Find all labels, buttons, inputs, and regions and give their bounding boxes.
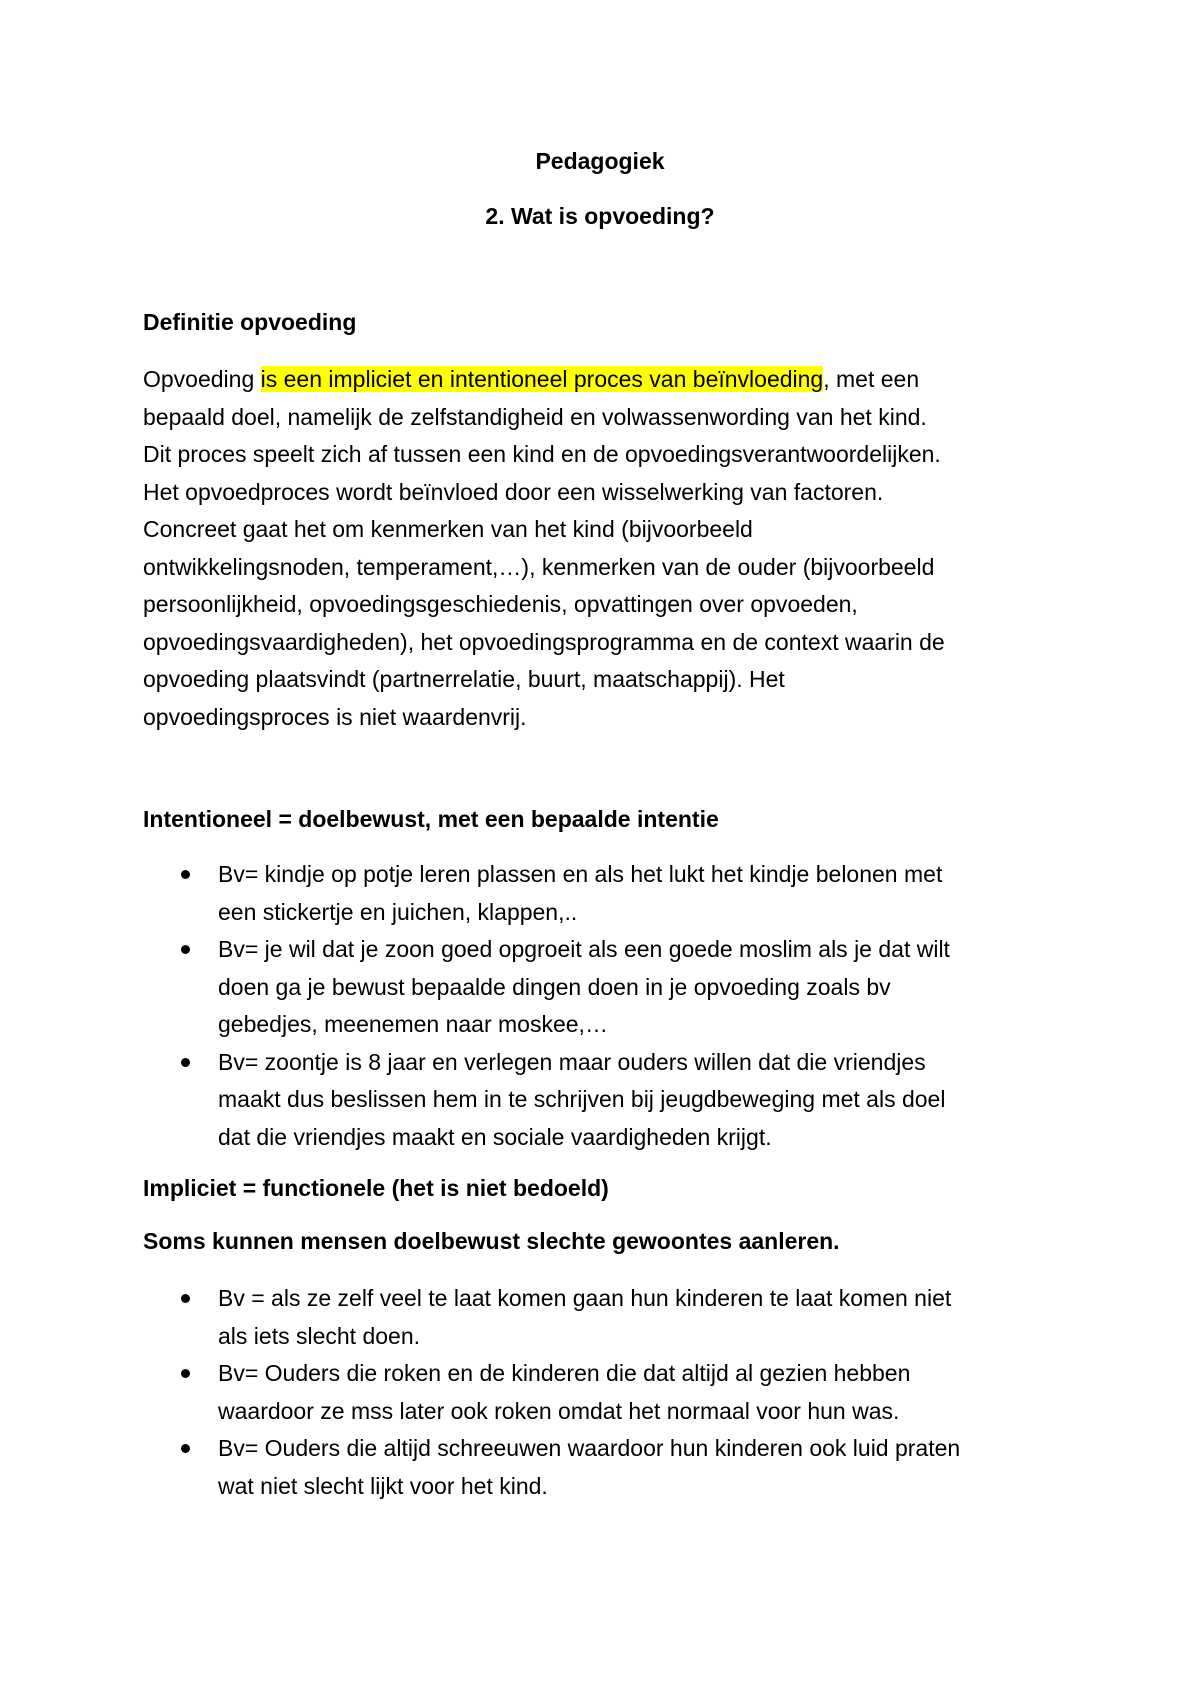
bullet-icon [181,1294,190,1303]
paragraph-line: persoonlijkheid, opvoedingsgeschiedenis, opvattingen over opvoeden, [143,591,858,617]
bullet-icon [181,1058,190,1067]
heading-definitie-opvoeding: Definitie opvoeding [143,309,357,335]
list-item-line: Bv = als ze zelf veel te laat komen gaan hun kinderen te laat komen niet [218,1285,952,1311]
highlighted-text: is een impliciet en intentioneel proces van beïnvloeding [260,366,824,392]
paragraph-line: Het opvoedproces wordt beïnvloed door een wisselwerking van factoren. [143,478,884,505]
list-item-line: dat die vriendjes maakt en sociale vaardigheden krijgt. [218,1123,772,1150]
heading-impliciet: Impliciet = functionele (het is niet bedoeld) [143,1175,609,1201]
paragraph-text: , met een [823,366,920,392]
list-item [143,856,1103,931]
list-item [143,1044,1103,1157]
definitie-paragraph [143,361,1083,736]
list-item-line: gebedjes, meenemen naar moskee,… [218,1011,608,1037]
list-item-line: doen ga je bewust bepaalde dingen doen in je opvoeding zoals bv [218,973,891,1000]
list-item-line: waardoor ze mss later ook roken omdat het normaal voor hun was. [218,1397,900,1424]
impliciet-note: Soms kunnen mensen doelbewust slechte gewoontes aanleren. [143,1228,840,1254]
bullet-icon [181,1369,190,1378]
list-item-line: Bv= Ouders die altijd schreeuwen waardoor hun kinderen ook luid praten [218,1435,961,1461]
document-title: Pedagogiek [535,148,665,174]
bullet-icon [181,945,190,954]
paragraph-line [143,361,1083,399]
list-item [143,931,1103,1044]
paragraph-line: bepaald doel, namelijk de zelfstandigheid en volwassenwording van het kind. [143,403,927,430]
list-item-line: een stickertje en juichen, klappen,.. [218,898,578,925]
list-item-line: Bv= Ouders die roken en de kinderen die dat altijd al gezien hebben [218,1360,911,1386]
document-subtitle: 2. Wat is opvoeding? [485,203,715,229]
list-item [143,1430,1103,1505]
paragraph-text: Opvoeding [143,366,261,392]
list-item-line: Bv= kindje op potje leren plassen en als het lukt het kindje belonen met [218,861,943,887]
heading-intentioneel: Intentioneel = doelbewust, met een bepaalde intentie [143,806,719,832]
bullet-icon [181,1444,190,1453]
impliciet-examples-list [143,1280,1103,1505]
paragraph-line: opvoeding plaatsvindt (partnerrelatie, buurt, maatschappij). Het [143,666,785,692]
list-item-line: als iets slecht doen. [218,1322,421,1349]
paragraph-line: opvoedingsvaardigheden), het opvoedingsprogramma en de context waarin de [143,628,945,655]
paragraph-line: Dit proces speelt zich af tussen een kind en de opvoedingsverantwoordelijken. [143,441,941,467]
paragraph-line: ontwikkelingsnoden, temperament,…), kenmerken van de ouder (bijvoorbeeld [143,553,935,580]
list-item-line: Bv= zoontje is 8 jaar en verlegen maar ouders willen dat die vriendjes [218,1048,926,1075]
list-item-line: Bv= je wil dat je zoon goed opgroeit als een goede moslim als je dat wilt [218,936,950,962]
list-item-line: maakt dus beslissen hem in te schrijven bij jeugdbeweging met als doel [218,1086,946,1112]
list-item [143,1280,1103,1355]
bullet-icon [181,870,190,879]
intentioneel-examples-list [143,856,1103,1156]
list-item [143,1355,1103,1430]
paragraph-line: opvoedingsproces is niet waardenvrij. [143,703,527,730]
paragraph-line: Concreet gaat het om kenmerken van het kind (bijvoorbeeld [143,516,753,542]
list-item-line: wat niet slecht lijkt voor het kind. [218,1472,548,1499]
